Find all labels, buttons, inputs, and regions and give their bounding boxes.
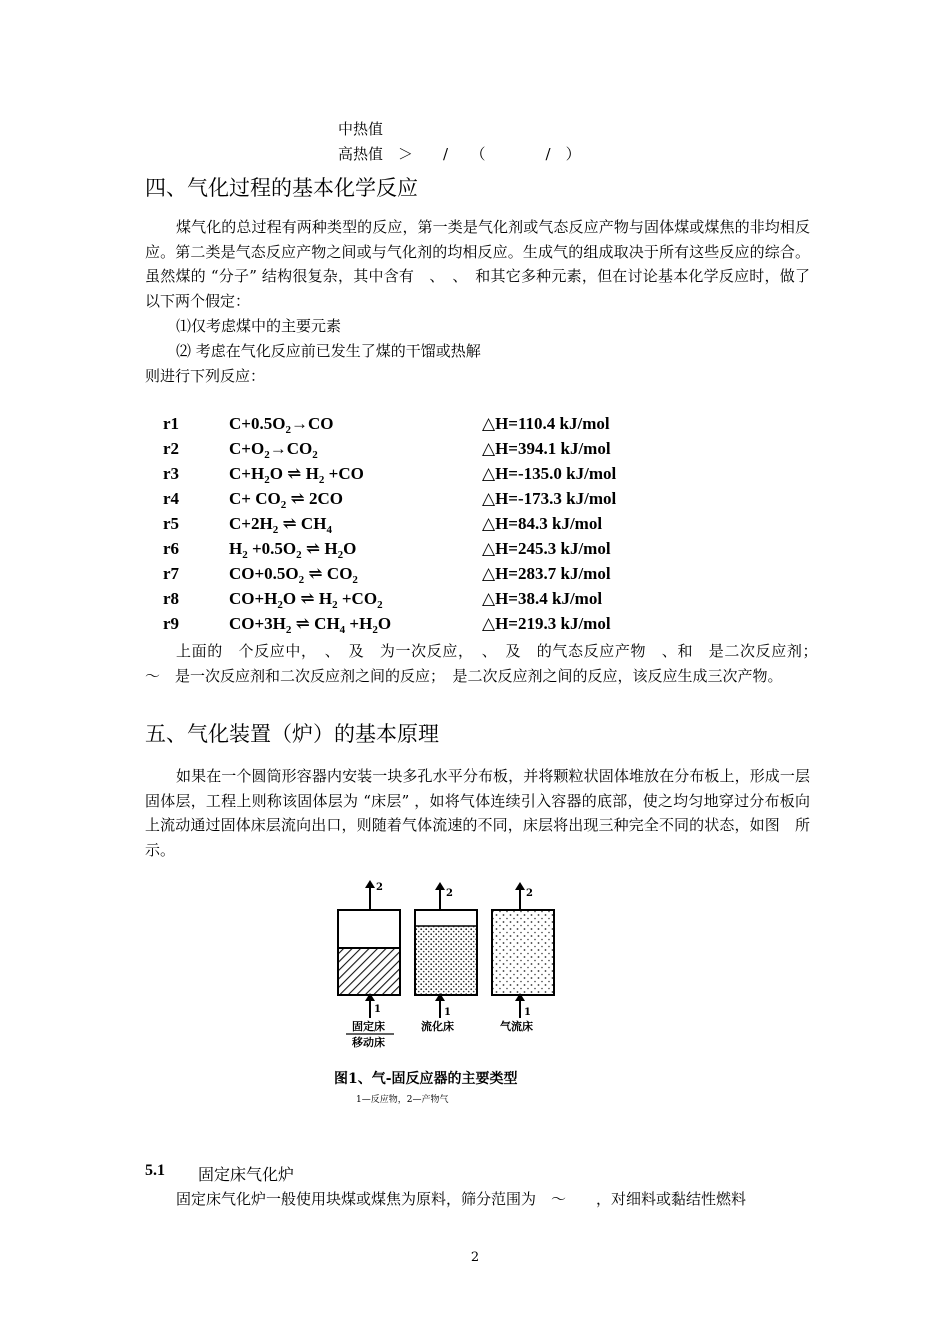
reaction-equation-r3: $C+H_2O$ ⇌ $H_2 +CO$ <box>229 464 364 486</box>
label-fluidized-bed: 流化床 <box>421 1020 454 1033</box>
arrow-label-bottom-2: 1 <box>444 1007 451 1018</box>
assumption-2: ⑵ 考虑在气化反应前已发生了煤的干馏或热解 <box>176 342 481 360</box>
section4-heading: 四、气化过程的基本化学反应 <box>145 176 418 200</box>
reaction-enthalpy-r4: △H=-173.3 kJ/mol <box>482 489 617 508</box>
reaction-equation-r8: $CO+H_2O$ ⇌ $H_2 +CO_2$ <box>229 589 383 611</box>
label-moving-bed: 移动床 <box>352 1036 385 1049</box>
section4-paragraph2: 上面的 个反应中， 、 及 为一次反应， 、 及 的气态反应产物 、和 是二次反应剂； ～ 是一次反应剂和二次反应剂之间的反应； 是二次反应剂之间的反应，该反应生成三次产物。 <box>145 642 826 685</box>
arrow-label-top-3: 2 <box>526 888 533 899</box>
subsection-5-1-text: 固定床气化炉一般使用块煤或煤焦为原料，筛分范围为 ～ ，对细料或黏结性燃料 <box>176 1190 747 1208</box>
section5-heading: 五、气化装置（炉）的基本原理 <box>145 722 439 746</box>
reaction-equation-r1: $C+0.5O_2\to CO$ <box>229 414 334 436</box>
reaction-id-r1: r1 <box>163 414 180 433</box>
heat-value-medium: 中热值 <box>338 120 384 138</box>
reaction-id-r9: r9 <box>163 614 180 633</box>
reaction-id-r8: r8 <box>163 589 180 608</box>
reactor-diagram <box>320 878 590 1118</box>
reaction-enthalpy-r7: △H=283.7 kJ/mol <box>482 564 611 583</box>
reactions-lead: 则进行下列反应： <box>145 367 266 385</box>
subsection-5-1-number: 5.1 <box>145 1162 165 1179</box>
reaction-id-r6: r6 <box>163 539 180 558</box>
fluidized-bed-reactor <box>415 882 477 1018</box>
subsection-5-1-title: 固定床气化炉 <box>198 1165 295 1184</box>
reaction-enthalpy-r8: △H=38.4 kJ/mol <box>482 589 603 608</box>
reaction-enthalpy-r5: △H=84.3 kJ/mol <box>482 514 603 533</box>
reaction-id-r7: r7 <box>163 564 180 583</box>
figure-caption: 图1、气-固反应器的主要类型 <box>334 1071 518 1087</box>
reaction-equation-r9: $CO+3H_2$ ⇌ $CH_4 +H_2O$ <box>229 614 392 636</box>
reaction-enthalpy-r2: △H=394.1 kJ/mol <box>482 439 611 458</box>
reaction-id-r4: r4 <box>163 489 180 508</box>
assumption-1: ⑴仅考虑煤中的主要元素 <box>176 317 342 335</box>
reaction-id-r3: r3 <box>163 464 180 483</box>
entrained-flow-reactor <box>492 882 554 1018</box>
reaction-enthalpy-r1: △H=110.4 kJ/mol <box>482 414 610 433</box>
section4-paragraph1: 煤气化的总过程有两种类型的反应，第一类是气化剂或气态反应产物与固体煤或煤焦的非均相反应。第二类是气态反应产物之间或与气化剂的均相反应。生成气的组成取决于所有这些反应的综合。虽然煤的 “分子” 结构很复杂，其中含有 、 、 和其它多种元素，但在讨论基本化学反应时，做了以下两个假定： <box>145 218 810 310</box>
arrow-label-bottom-3: 1 <box>524 1007 531 1018</box>
reaction-equation-r2: $C+O_2\to CO_2$ <box>229 439 318 461</box>
reaction-equation-r6: $H_2 +0.5O_2$ ⇌ $H_2O$ <box>229 539 357 561</box>
reaction-id-r2: r2 <box>163 439 180 458</box>
label-entrained-bed: 气流床 <box>500 1020 533 1033</box>
reaction-equation-r7: $CO+0.5O_2$ ⇌ $CO_2$ <box>229 564 358 586</box>
arrow-label-top-2: 2 <box>446 888 453 899</box>
reaction-equation-r4: $C+ CO_2$ ⇌ 2CO <box>229 489 343 511</box>
reactor-types-figure <box>320 878 590 1118</box>
arrow-label-top-1: 2 <box>376 882 383 893</box>
fixed-bed-reactor <box>338 880 400 1018</box>
reaction-id-r5: r5 <box>163 514 180 533</box>
page-number: 2 <box>470 1250 480 1265</box>
reaction-enthalpy-r6: △H=245.3 kJ/mol <box>482 539 611 558</box>
reaction-enthalpy-r9: △H=219.3 kJ/mol <box>482 614 611 633</box>
arrow-label-bottom-1: 1 <box>374 1004 381 1015</box>
label-fixed-bed: 固定床 <box>352 1020 385 1033</box>
section5-paragraph1: 如果在一个圆筒形容器内安装一块多孔水平分布板，并将颗粒状固体堆放在分布板上，形成一层固体层，工程上则称该固体层为 “床层” ，如将气体连续引入容器的底部，使之均匀地穿过分布板向上流动通过固体床层流向出口，则随着气体流速的不同，床层将出现三种完全不同的状态，如图 所示。 <box>145 767 810 859</box>
reaction-equation-r5: $C+2H_2$ ⇌ $CH_4$ <box>229 514 332 536</box>
heat-value-high: 高热值 ＞ / （ / ） <box>338 145 581 163</box>
reaction-enthalpy-r3: △H=-135.0 kJ/mol <box>482 464 617 483</box>
figure-subcaption: 1—反应物，2—产物气 <box>356 1095 449 1105</box>
